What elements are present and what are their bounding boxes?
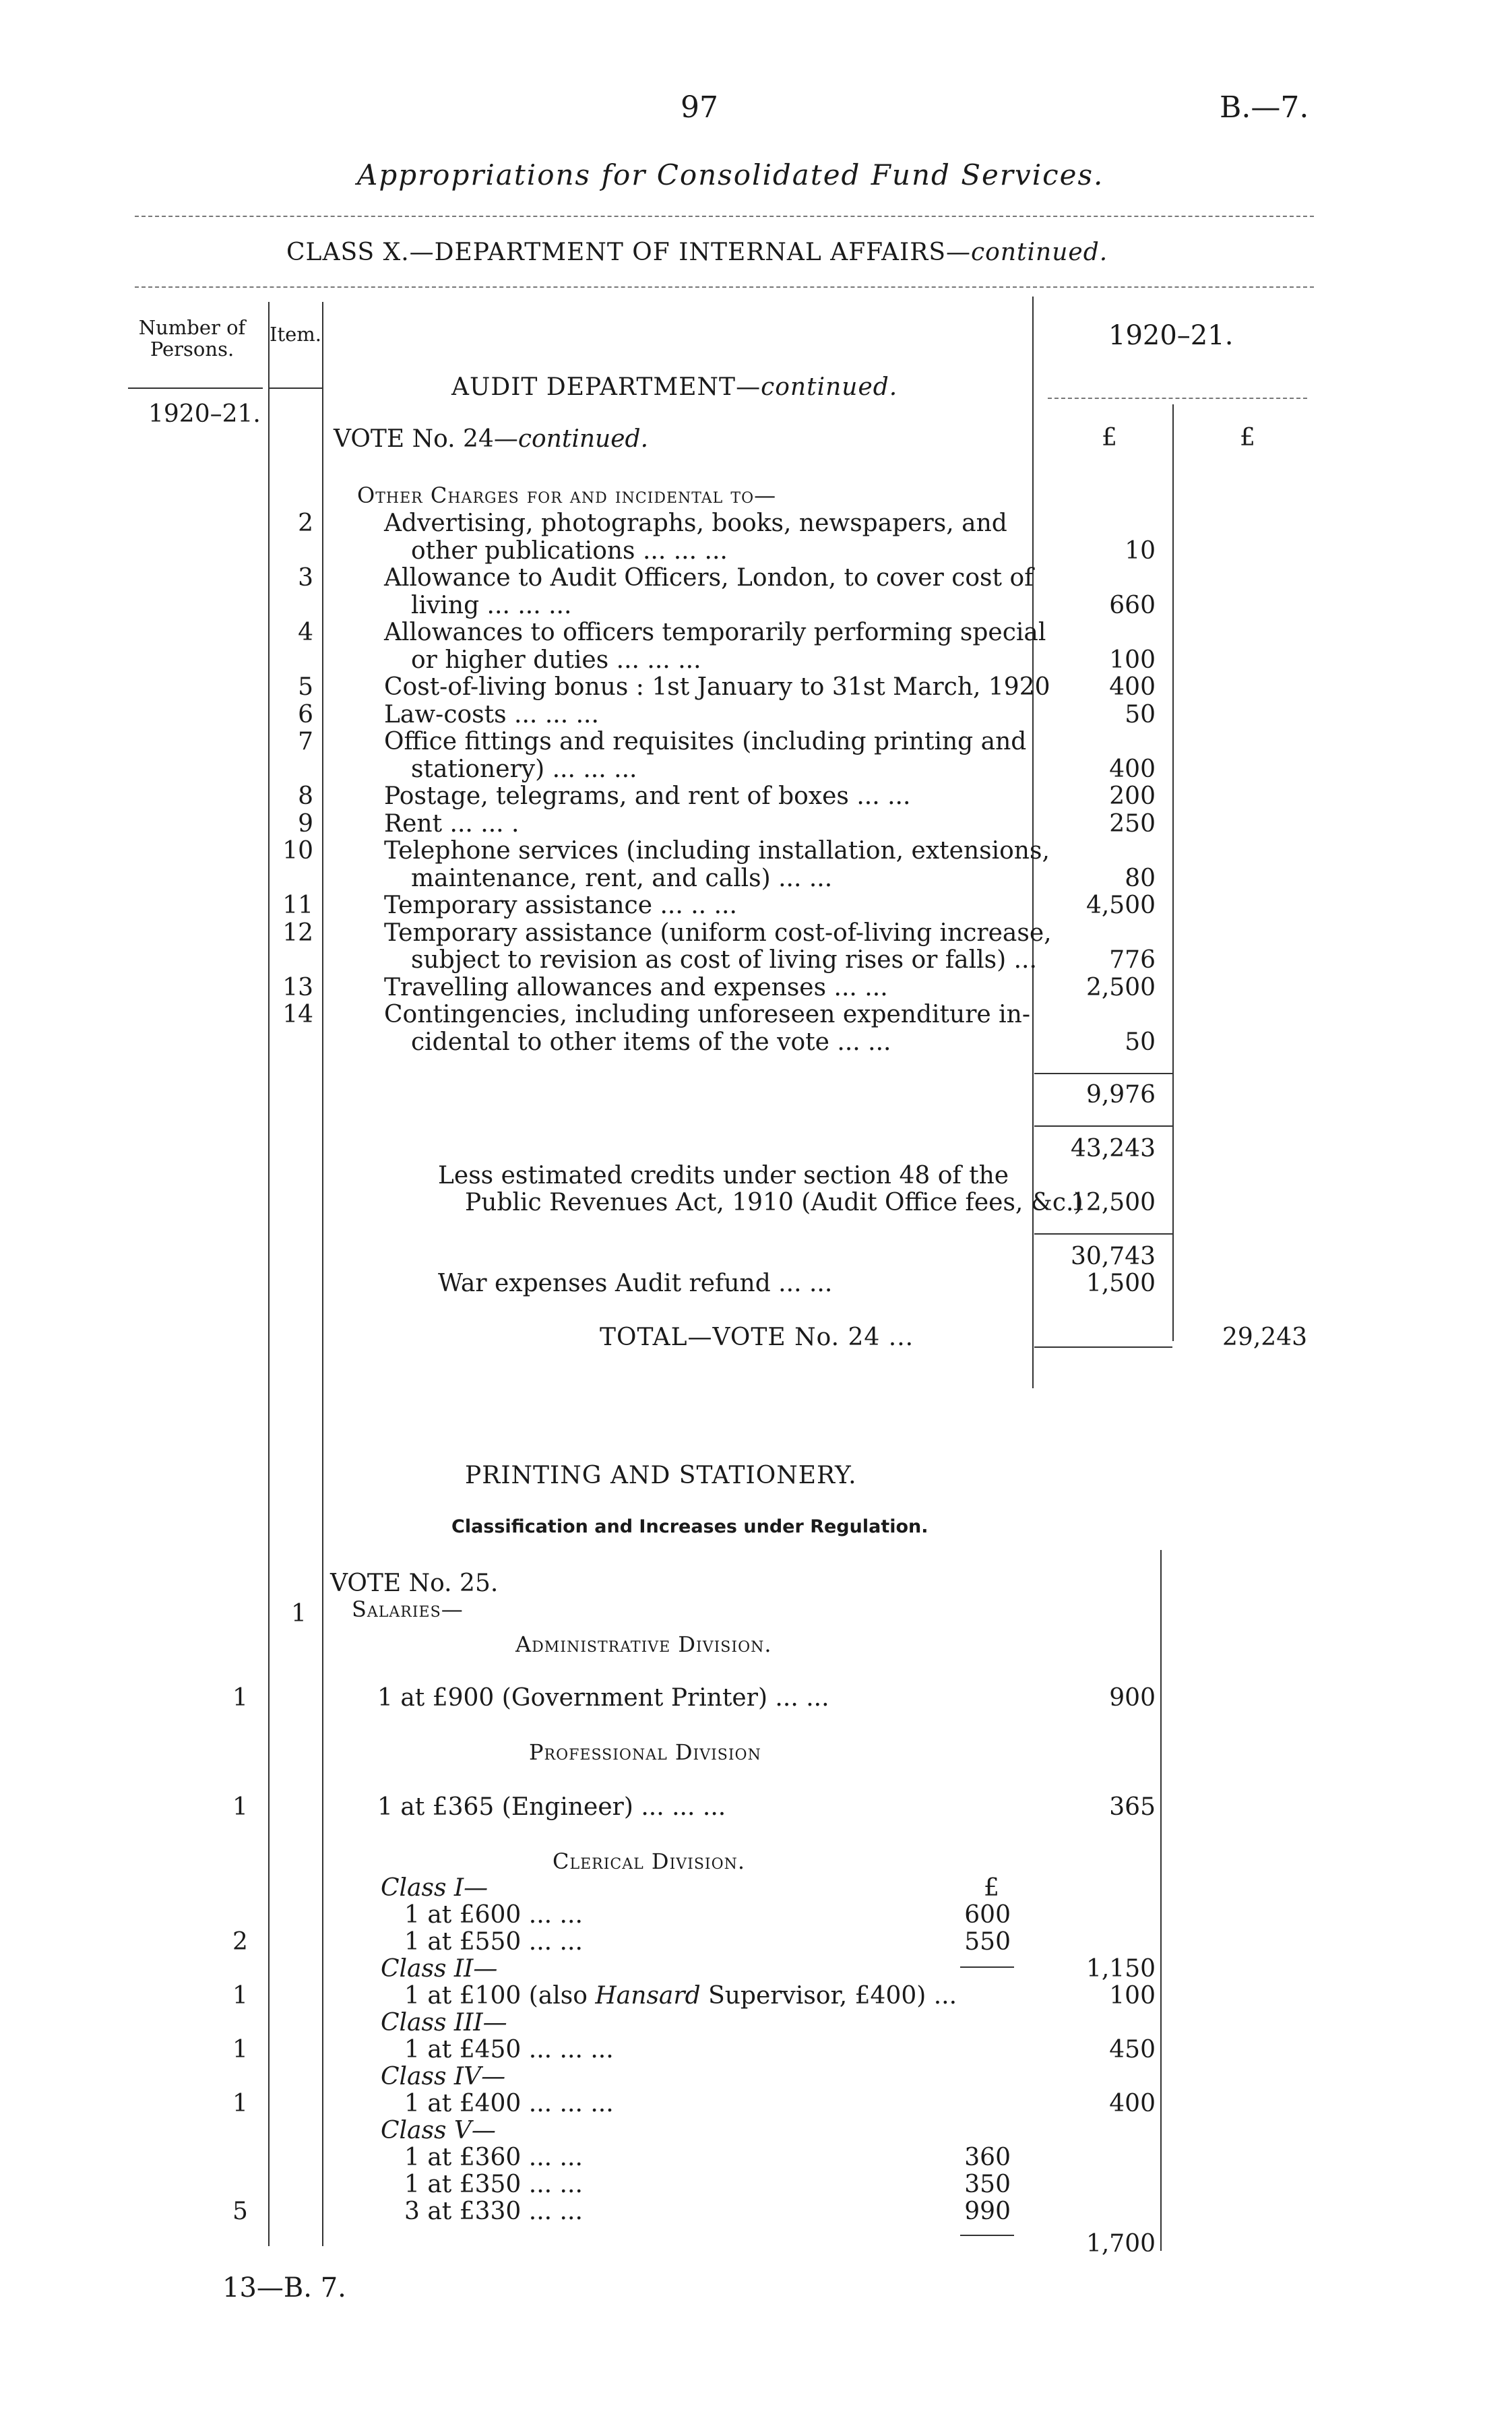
series-code: B.—7.	[1220, 90, 1309, 125]
item-amount: 400	[1109, 755, 1156, 783]
item-text-rule	[322, 302, 323, 2246]
subtotal-amount: 9,976	[1085, 1081, 1156, 1109]
net-amount: 30,743	[1071, 1243, 1156, 1270]
prof-amount: 365	[1109, 1793, 1156, 1821]
class-1-total: 1,150	[1085, 1955, 1156, 1983]
persons-header-rule	[128, 387, 263, 389]
item-number: 8	[298, 782, 313, 810]
item-amount: 776	[1109, 946, 1156, 974]
item-amount: 50	[1125, 700, 1156, 728]
less-credits-line2: Public Revenues Act, 1910 (Audit Office fees, &c.)	[465, 1189, 1083, 1216]
class-2-label: Class II—	[381, 1955, 498, 1983]
item-description-line2: other publications ... ... ...	[411, 536, 728, 565]
item-description-line1: Rent ... ... .	[384, 809, 519, 838]
item-amount: 50	[1125, 1028, 1156, 1056]
war-refund-label: War expenses Audit refund ... ...	[438, 1270, 833, 1297]
class-5-amount-b: 350	[964, 2171, 1011, 2198]
item-description-line1: Temporary assistance ... .. ...	[384, 892, 737, 919]
prof-division-heading: Professional Division	[529, 1739, 761, 1765]
class-1-label: Class I—	[381, 1874, 489, 1902]
class-1-line-a: 1 at £600 ... ...	[404, 1901, 583, 1929]
class-4-label: Class IV—	[381, 2063, 506, 2090]
item-amount: 250	[1109, 809, 1156, 838]
class-1-persons: 2	[232, 1928, 248, 1956]
year-left: 1920–21.	[148, 400, 261, 428]
vote-25: VOTE No. 25.	[330, 1570, 499, 1597]
war-refund-amount: 1,500	[1085, 1270, 1156, 1297]
item-description-line1: Contingencies, including unforeseen expenditure in-	[384, 1001, 1031, 1028]
item-description-line1: Allowance to Audit Officers, London, to cover cost of	[384, 564, 1034, 592]
other-charges-heading: Other Charges for and incidental to—	[357, 483, 777, 508]
class-3-label: Class III—	[381, 2009, 507, 2037]
class-2-line: 1 at £100 (also Hansard Supervisor, £400) ...	[404, 1982, 957, 2010]
item-description-line1: Advertising, photographs, books, newspapers, and	[384, 509, 1007, 537]
class-5-label: Class V—	[381, 2117, 496, 2144]
class-1-amount-b: 550	[964, 1928, 1011, 1956]
total-rule	[1034, 1346, 1172, 1348]
item-number: 9	[298, 809, 313, 838]
item-description-line1: Travelling allowances and expenses ... ...	[384, 973, 888, 1001]
item-amount: 400	[1109, 673, 1156, 701]
net-rule	[1034, 1233, 1172, 1235]
prof-persons: 1	[232, 1793, 248, 1821]
class-4-line: 1 at £400 ... ... ...	[404, 2090, 614, 2117]
item-description-line2: or higher duties ... ... ...	[411, 646, 701, 674]
subtotal-under-rule	[1034, 1125, 1172, 1127]
class-3-amount: 450	[1109, 2036, 1156, 2064]
salaries-heading: Salaries—	[352, 1596, 464, 1622]
item-description-line2: living ... ... ...	[411, 591, 572, 619]
title-rule	[135, 216, 1314, 217]
class-4-persons: 1	[232, 2090, 248, 2117]
item-number: 14	[282, 1001, 313, 1028]
pound-col1: £	[1102, 424, 1117, 452]
class-5-total: 1,700	[1085, 2230, 1156, 2258]
class-3-persons: 1	[232, 2036, 248, 2064]
item-description-line2: cidental to other items of the vote ... ...	[411, 1028, 891, 1056]
class-5-amount-a: 360	[964, 2144, 1011, 2171]
total-vote-24-label: TOTAL—VOTE No. 24 ...	[600, 1324, 914, 1351]
class-3-line: 1 at £450 ... ... ...	[404, 2036, 614, 2064]
class-1-amount-a: 600	[964, 1901, 1011, 1929]
printing-subheading: Classification and Increases under Regulation.	[451, 1516, 928, 1537]
class-1-line-b: 1 at £550 ... ...	[404, 1928, 583, 1956]
item-description-line1: Temporary assistance (uniform cost-of-living increase,	[384, 919, 1052, 947]
prof-line: 1 at £365 (Engineer) ... ... ...	[377, 1793, 726, 1821]
item-description-line2: stationery) ... ... ...	[411, 755, 637, 783]
class-heading: CLASS X.—DEPARTMENT OF INTERNAL AFFAIRS—continued.	[286, 239, 1108, 266]
item-header: Item.	[270, 323, 321, 346]
lower-amount-rule	[1160, 1550, 1162, 2251]
class-2-persons: 1	[232, 1982, 248, 2010]
admin-amount: 900	[1109, 1684, 1156, 1712]
item-number: 4	[298, 619, 313, 646]
item-number: 13	[282, 973, 313, 1001]
cler-division-heading: Clerical Division.	[553, 1849, 746, 1874]
item-amount: 100	[1109, 646, 1156, 674]
item-description-line1: Cost-of-living bonus : 1st January to 31st March, 1920	[384, 673, 1050, 701]
item-amount: 200	[1109, 782, 1156, 810]
item-number: 11	[282, 892, 313, 919]
item-number: 12	[282, 919, 313, 947]
total-vote-24-amount: 29,243	[1222, 1324, 1307, 1351]
class-5-rule	[960, 2235, 1014, 2236]
number-of-persons-header: Number of Persons.	[138, 316, 246, 361]
item-amount: 80	[1125, 864, 1156, 892]
year-right: 1920–21.	[1108, 320, 1234, 351]
item-amount: 660	[1109, 591, 1156, 619]
page-number: 97	[681, 90, 718, 125]
item-header-rule	[270, 387, 323, 389]
subtotal-rule	[1034, 1073, 1172, 1074]
salaries-item-number: 1	[291, 1600, 307, 1627]
item-amount: 4,500	[1085, 892, 1156, 919]
gross-amount: 43,243	[1071, 1135, 1156, 1162]
audit-heading: AUDIT DEPARTMENT—continued.	[451, 373, 898, 401]
pound-col2: £	[1240, 424, 1255, 452]
printing-heading: PRINTING AND STATIONERY.	[465, 1462, 857, 1489]
vote-24: VOTE No. 24—continued.	[334, 425, 649, 453]
item-number: 10	[282, 837, 313, 865]
less-credits-amount: 12,500	[1071, 1189, 1156, 1216]
less-credits-line1: Less estimated credits under section 48 of the	[438, 1162, 1009, 1189]
class-5-persons: 5	[232, 2198, 248, 2225]
item-number: 3	[298, 564, 313, 592]
admin-division-heading: Administrative Division.	[515, 1632, 772, 1657]
signature-mark: 13—B. 7.	[222, 2272, 346, 2303]
class-5-line-a: 1 at £360 ... ...	[404, 2144, 583, 2171]
class-5-amount-c: 990	[964, 2198, 1011, 2225]
amount-mid-rule	[1172, 404, 1174, 1341]
class-5-line-c: 3 at £330 ... ...	[404, 2198, 583, 2225]
page-title: Appropriations for Consolidated Fund Services.	[357, 158, 1104, 191]
item-number: 2	[298, 509, 313, 537]
item-description-line2: maintenance, rent, and calls) ... ...	[411, 864, 833, 892]
item-description-line1: Allowances to officers temporarily performing special	[384, 619, 1046, 646]
admin-persons: 1	[232, 1684, 248, 1712]
item-description-line1: Postage, telegrams, and rent of boxes ... ...	[384, 782, 911, 810]
item-number: 6	[298, 700, 313, 728]
cler-pound: £	[984, 1874, 999, 1902]
year-rule	[1048, 398, 1307, 399]
persons-item-rule	[268, 302, 270, 2246]
class-2-amount: 100	[1109, 1982, 1156, 2010]
class-4-amount: 400	[1109, 2090, 1156, 2117]
item-description-line1: Telephone services (including installation, extensions,	[384, 837, 1050, 865]
class-5-line-b: 1 at £350 ... ...	[404, 2171, 583, 2198]
item-amount: 2,500	[1085, 973, 1156, 1001]
class-1-rule	[960, 1966, 1014, 1968]
class-rule	[135, 286, 1314, 288]
item-description-line2: subject to revision as cost of living rises or falls) ...	[411, 946, 1037, 974]
admin-line: 1 at £900 (Government Printer) ... ...	[377, 1684, 829, 1712]
item-description-line1: Law-costs ... ... ...	[384, 700, 599, 728]
item-number: 7	[298, 728, 313, 755]
item-number: 5	[298, 673, 313, 701]
item-description-line1: Office fittings and requisites (including printing and	[384, 728, 1027, 755]
item-amount: 10	[1125, 536, 1156, 565]
